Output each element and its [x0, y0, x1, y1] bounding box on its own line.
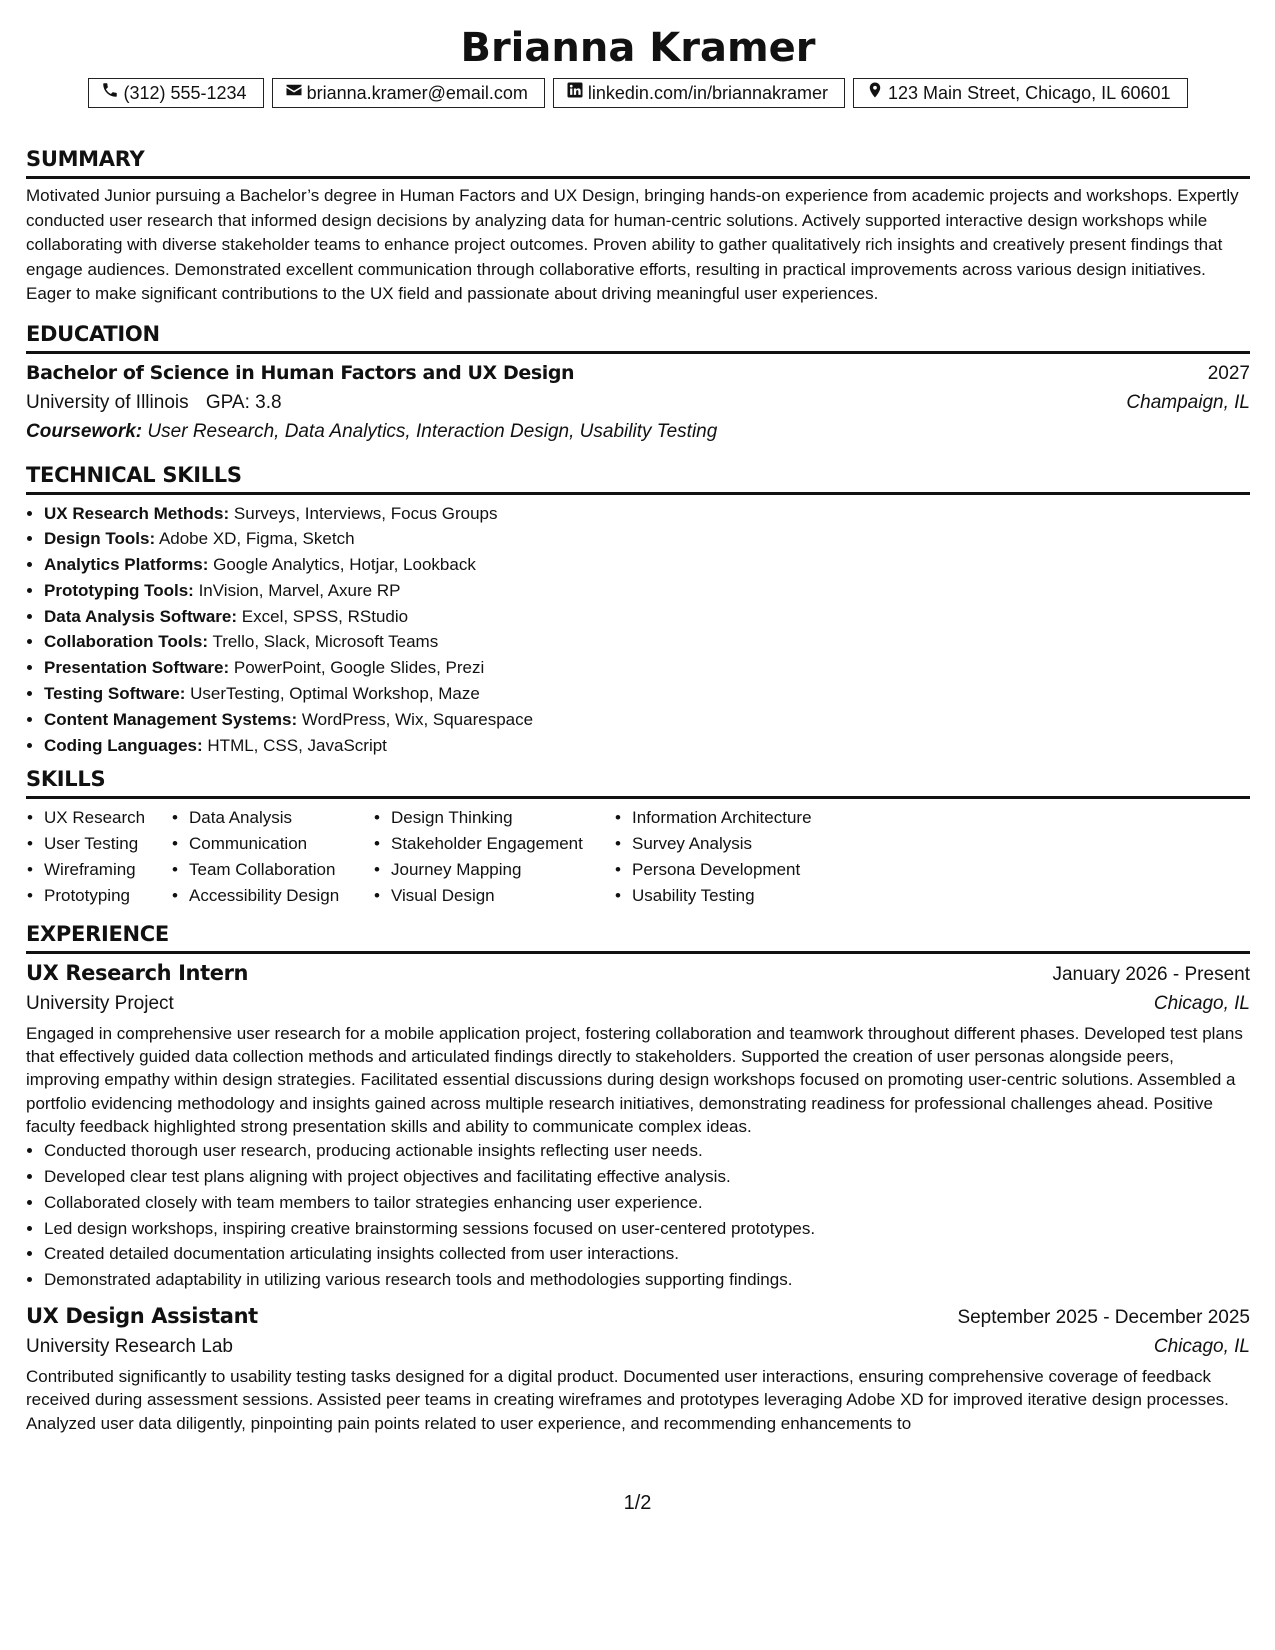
graduation-year: 2027	[1207, 362, 1250, 384]
skill-item: • Team Collaboration	[189, 857, 391, 883]
technical-skill-item	[44, 526, 1250, 552]
linkedin-icon	[566, 81, 584, 105]
job-dates: January 2026 - Present	[1052, 963, 1250, 985]
technical-skill-value: InVision, Marvel, Axure RP	[198, 580, 401, 600]
skill-item: • Information Architecture	[632, 805, 892, 831]
skill-item: • Design Thinking	[391, 805, 632, 831]
skill-item: • Survey Analysis	[632, 831, 892, 857]
phone-text: (312) 555-1234	[123, 83, 247, 103]
skill-item: • Data Analysis	[189, 805, 391, 831]
contact-email[interactable]	[272, 78, 545, 108]
skill-item: • Prototyping	[44, 883, 189, 909]
skill-item: • Stakeholder Engagement	[391, 831, 632, 857]
technical-skill-value: Surveys, Interviews, Focus Groups	[233, 503, 498, 523]
candidate-name: Brianna Kramer	[460, 25, 816, 71]
skill-item: • Persona Development	[632, 857, 892, 883]
technical-skill-label: Data Analysis Software:	[44, 606, 238, 626]
job-bullets	[26, 1138, 1250, 1293]
coursework-list: User Research, Data Analytics, Interaction Design, Usability Testing	[147, 420, 718, 442]
address-text: 123 Main Street, Chicago, IL 60601	[888, 83, 1171, 103]
job-dates: September 2025 - December 2025	[957, 1306, 1250, 1328]
degree-title: Bachelor of Science in Human Factors and UX Design	[26, 361, 575, 384]
technical-skill-label: Content Management Systems:	[44, 709, 298, 729]
technical-skill-value: WordPress, Wix, Squarespace	[301, 709, 534, 729]
contact-linkedin[interactable]	[553, 78, 845, 108]
summary-text: Motivated Junior pursuing a Bachelor’s degree in Human Factors and UX Design, bringing hands-on experience from academic projects and workshops. Expertly conducted user research that informed design decisions by analyzing data for human-centric solutions. Actively supported interactive design workshops while collaborating with diverse stakeholder teams to enhance project outcomes. Proven ability to gather qualitatively rich insights and creatively present findings that engage audiences. Demonstrated excellent communication through collaborative efforts, resulting in practical improvements across various design initiatives. Eager to make significant contributions to the UX field and passionate about driving meaningful user experiences.	[26, 186, 1239, 303]
contact-phone[interactable]	[88, 78, 263, 108]
technical-skill-item	[44, 552, 1250, 578]
contact-address[interactable]	[853, 78, 1188, 108]
technical-skill-item	[44, 578, 1250, 604]
skills-section	[26, 766, 1250, 908]
education-school-row	[26, 388, 1250, 417]
technical-skill-item	[44, 604, 1250, 630]
technical-skill-label: Prototyping Tools:	[44, 580, 194, 600]
job-bullet: • Led design workshops, inspiring creative brainstorming sessions focused on user-centered prototypes.	[44, 1216, 1250, 1242]
technical-skill-item	[44, 501, 1250, 527]
job-description: Engaged in comprehensive user research for a mobile application project, fostering collaboration and teamwork throughout different phases. Developed test plans that effectively guided data collection methods and articulated findings directly to stakeholders. Supported the creation of user personas alongside peers, improving empathy within design strategies. Facilitated essential discussions during design workshops focused on promoting user-centric solutions. Assembled a portfolio evidencing methodology and insights gained across multiple research initiatives, demonstrating readiness for professional challenges ahead. Positive faculty feedback highlighted strong presentation skills and ability to communicate complex ideas.	[26, 1023, 1243, 1136]
technical-skill-item	[44, 733, 1250, 759]
skill-item: • Wireframing	[44, 857, 189, 883]
technical-skill-item	[44, 707, 1250, 733]
skills-column	[391, 805, 632, 908]
job-bullet: • Created detailed documentation articulating insights collected from user interactions.	[44, 1241, 1250, 1267]
skill-item: • UX Research	[44, 805, 189, 831]
school-location: Champaign, IL	[1126, 391, 1250, 413]
contact-bar	[26, 78, 1250, 108]
technical-skills-list	[26, 501, 1250, 759]
skills-column	[44, 805, 189, 908]
skill-item: • Communication	[189, 831, 391, 857]
technical-skills-heading: TECHNICAL SKILLS	[26, 462, 1250, 495]
job-organization: University Project	[26, 992, 174, 1014]
skill-item: • Usability Testing	[632, 883, 892, 909]
technical-skill-label: UX Research Methods:	[44, 503, 230, 523]
coursework-row	[26, 417, 1250, 446]
job-title: UX Research Intern	[26, 960, 249, 985]
coursework-label: Coursework:	[26, 420, 143, 442]
technical-skill-value: Adobe XD, Figma, Sketch	[158, 529, 355, 549]
technical-skill-value: Excel, SPSS, RStudio	[241, 606, 409, 626]
job-organization: University Research Lab	[26, 1335, 233, 1357]
technical-skill-value: Google Analytics, Hotjar, Lookback	[213, 555, 476, 575]
technical-skill-label: Design Tools:	[44, 529, 156, 549]
technical-skill-label: Analytics Platforms:	[44, 555, 209, 575]
resume-page	[26, 0, 1250, 1435]
job-description: Contributed significantly to usability testing tasks designed for a digital product. Documented user interactions, ensuring comprehensive coverage of feedback received during assessment sessions. Assisted peer teams in creating wireframes and prototypes leveraging Adobe XD for improved iterative design processes. Analyzed user data diligently, pinpointing pain points related to user experience, and recommending enhancements to	[26, 1366, 1229, 1433]
skills-column	[632, 805, 892, 908]
technical-skill-label: Collaboration Tools:	[44, 632, 209, 652]
envelope-icon	[285, 81, 303, 105]
technical-skill-label: Testing Software:	[44, 684, 186, 704]
technical-skill-item	[44, 681, 1250, 707]
technical-skill-label: Coding Languages:	[44, 735, 203, 755]
job-entry	[26, 1302, 1250, 1435]
technical-skill-label: Presentation Software:	[44, 658, 230, 678]
job-bullet: • Developed clear test plans aligning with project objectives and facilitating effective analysis.	[44, 1164, 1250, 1190]
education-section	[26, 321, 1250, 446]
summary-section	[26, 146, 1250, 307]
skills-grid	[26, 805, 1250, 908]
skills-heading: SKILLS	[26, 766, 1250, 799]
job-entry	[26, 959, 1250, 1293]
page-number: 1/2	[623, 1492, 652, 1514]
job-title: UX Design Assistant	[26, 1303, 258, 1328]
summary-heading: SUMMARY	[26, 146, 1250, 179]
technical-skill-value: HTML, CSS, JavaScript	[207, 735, 387, 755]
education-heading: EDUCATION	[26, 321, 1250, 354]
experience-section	[26, 921, 1250, 1435]
education-degree-row	[26, 359, 1250, 388]
skill-item: • User Testing	[44, 831, 189, 857]
email-text: brianna.kramer@email.com	[306, 83, 528, 103]
technical-skill-value: PowerPoint, Google Slides, Prezi	[233, 658, 485, 678]
technical-skill-value: UserTesting, Optimal Workshop, Maze	[190, 684, 480, 704]
map-pin-icon	[866, 81, 884, 105]
school-name: University of Illinois	[26, 391, 189, 413]
job-bullet: • Conducted thorough user research, producing actionable insights reflecting user needs.	[44, 1138, 1250, 1164]
skill-item: • Journey Mapping	[391, 857, 632, 883]
experience-heading: EXPERIENCE	[26, 921, 1250, 954]
skill-item: • Accessibility Design	[189, 883, 391, 909]
linkedin-text: linkedin.com/in/briannakramer	[587, 83, 829, 103]
job-location: Chicago, IL	[1153, 992, 1250, 1014]
job-location: Chicago, IL	[1153, 1335, 1250, 1357]
skills-column	[189, 805, 391, 908]
gpa: GPA: 3.8	[205, 391, 282, 413]
technical-skill-item	[44, 629, 1250, 655]
job-bullet: • Demonstrated adaptability in utilizing various research tools and methodologies supporting findings.	[44, 1267, 1250, 1293]
skill-item: • Visual Design	[391, 883, 632, 909]
technical-skill-value: Trello, Slack, Microsoft Teams	[212, 632, 439, 652]
technical-skills-section	[26, 462, 1250, 759]
job-bullet: • Collaborated closely with team members to tailor strategies enhancing user experience.	[44, 1190, 1250, 1216]
technical-skill-item	[44, 655, 1250, 681]
phone-icon	[101, 81, 119, 105]
